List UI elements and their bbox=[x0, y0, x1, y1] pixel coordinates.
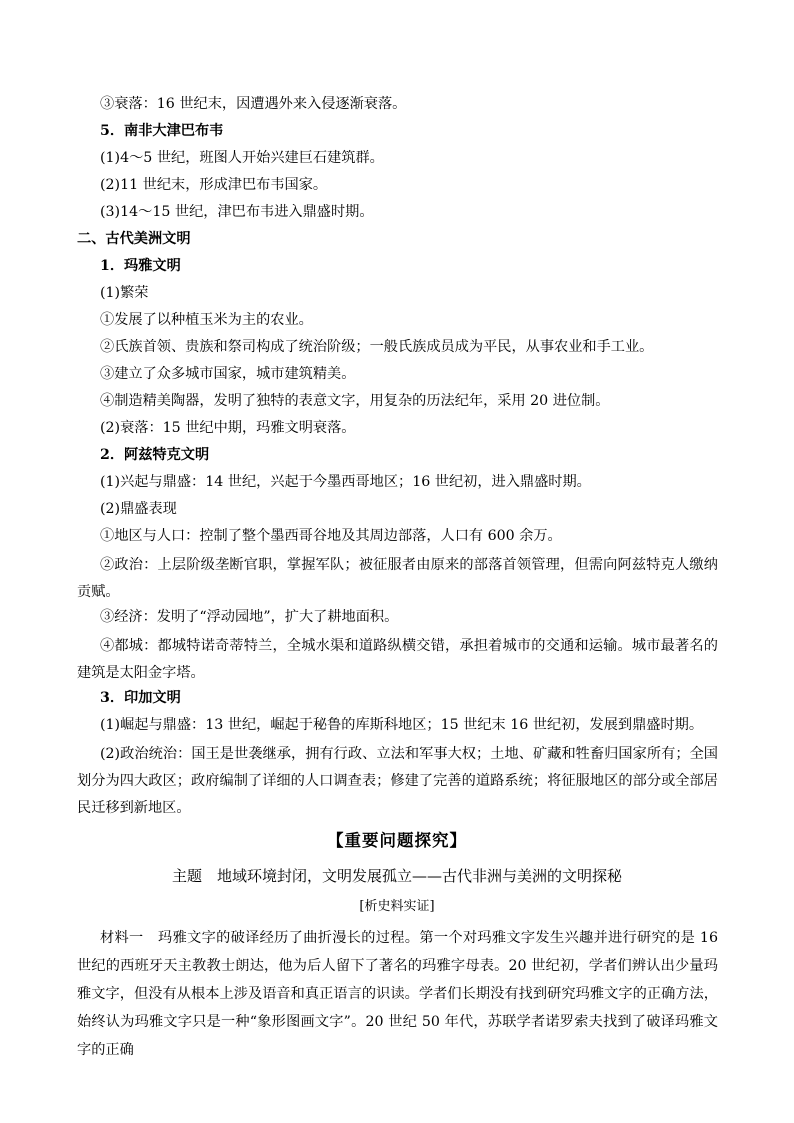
subsection-label: [析史料实证] bbox=[359, 899, 435, 914]
text-line: (1)繁荣 bbox=[100, 285, 149, 301]
text-line: (3)14～15 世纪，津巴布韦进入鼎盛时期。 bbox=[100, 204, 374, 220]
text-line: (2)鼎盛表现 bbox=[100, 501, 177, 517]
text-line: ③衰落：16 世纪末，因遭遇外来入侵逐渐衰落。 bbox=[100, 96, 407, 112]
section-heading: 5．南非大津巴布韦 bbox=[100, 123, 224, 139]
text-line: (1)崛起与鼎盛：13 世纪，崛起于秘鲁的库斯科地区；15 世纪末 16 世纪初，发展到鼎盛时期。 bbox=[100, 717, 704, 733]
text-line: ④制造精美陶器，发明了独特的表意文字，用复杂的历法纪年，采用 20 进位制。 bbox=[100, 393, 610, 409]
topic-title: 主题 地域环境封闭，文明发展孤立——古代非洲与美洲的文明探秘 bbox=[171, 867, 622, 885]
text-paragraph: 材料一 玛雅文字的破译经历了曲折漫长的过程。第一个对玛雅文字发生兴趣并进行研究的是 16 世纪的西班牙天主教教士朗达，他为后人留下了著名的玛雅字母表。20 世纪初，学者们辨认出少量玛雅文字，但没有从根本上涉及语音和真正语言的识读。学者们长期没有找到研究玛雅文字的正确方法，始终认为玛雅文字只是一种“象形图画文字”。20 世纪 50 年代，苏联学者诺罗索夫找到了破译玛雅文字的正确 bbox=[77, 930, 718, 1058]
section-heading: 二、古代美洲文明 bbox=[77, 231, 191, 247]
section-heading: 1．玛雅文明 bbox=[100, 258, 181, 274]
text-line: ③经济：发明了“浮动园地”，扩大了耕地面积。 bbox=[100, 609, 399, 625]
section-heading: 2．阿兹特克文明 bbox=[100, 447, 210, 463]
text-line: ③建立了众多城市国家，城市建筑精美。 bbox=[100, 366, 356, 382]
text-line: (1)4～5 世纪，班图人开始兴建巨石建筑群。 bbox=[100, 150, 384, 166]
text-paragraph: (2)政治统治：国王是世袭继承，拥有行政、立法和军事大权；土地、矿藏和牲畜归国家所有；全国划分为四大政区；政府编制了详细的人口调查表；修建了完善的道路系统；将征服地区的部分或全部居民迁移到新地区。 bbox=[77, 746, 718, 816]
text-line: ①发展了以种植玉米为主的农业。 bbox=[100, 312, 313, 328]
text-line: (2)衰落：15 世纪中期，玛雅文明衰落。 bbox=[100, 420, 356, 436]
text-line: ②氏族首领、贵族和祭司构成了统治阶级；一般氏族成员成为平民，从事农业和手工业。 bbox=[100, 339, 654, 355]
section-heading: 3．印加文明 bbox=[100, 690, 181, 706]
text-line: (2)11 世纪末，形成津巴布韦国家。 bbox=[100, 177, 328, 193]
text-line: (1)兴起与鼎盛：14 世纪，兴起于今墨西哥地区；16 世纪初，进入鼎盛时期。 bbox=[100, 474, 591, 490]
text-paragraph: ④都城：都城特诺奇蒂特兰，全城水渠和道路纵横交错，承担着城市的交通和运输。城市最著名的建筑是太阳金字塔。 bbox=[77, 638, 718, 681]
text-paragraph: ②政治：上层阶级垄断官职，掌握军队；被征服者由原来的部落首领管理，但需向阿兹特克人缴纳贡赋。 bbox=[77, 557, 718, 600]
text-line: ①地区与人口：控制了整个墨西哥谷地及其周边部落，人口有 600 余万。 bbox=[100, 528, 562, 544]
section-title: 【重要问题探究】 bbox=[327, 831, 467, 850]
